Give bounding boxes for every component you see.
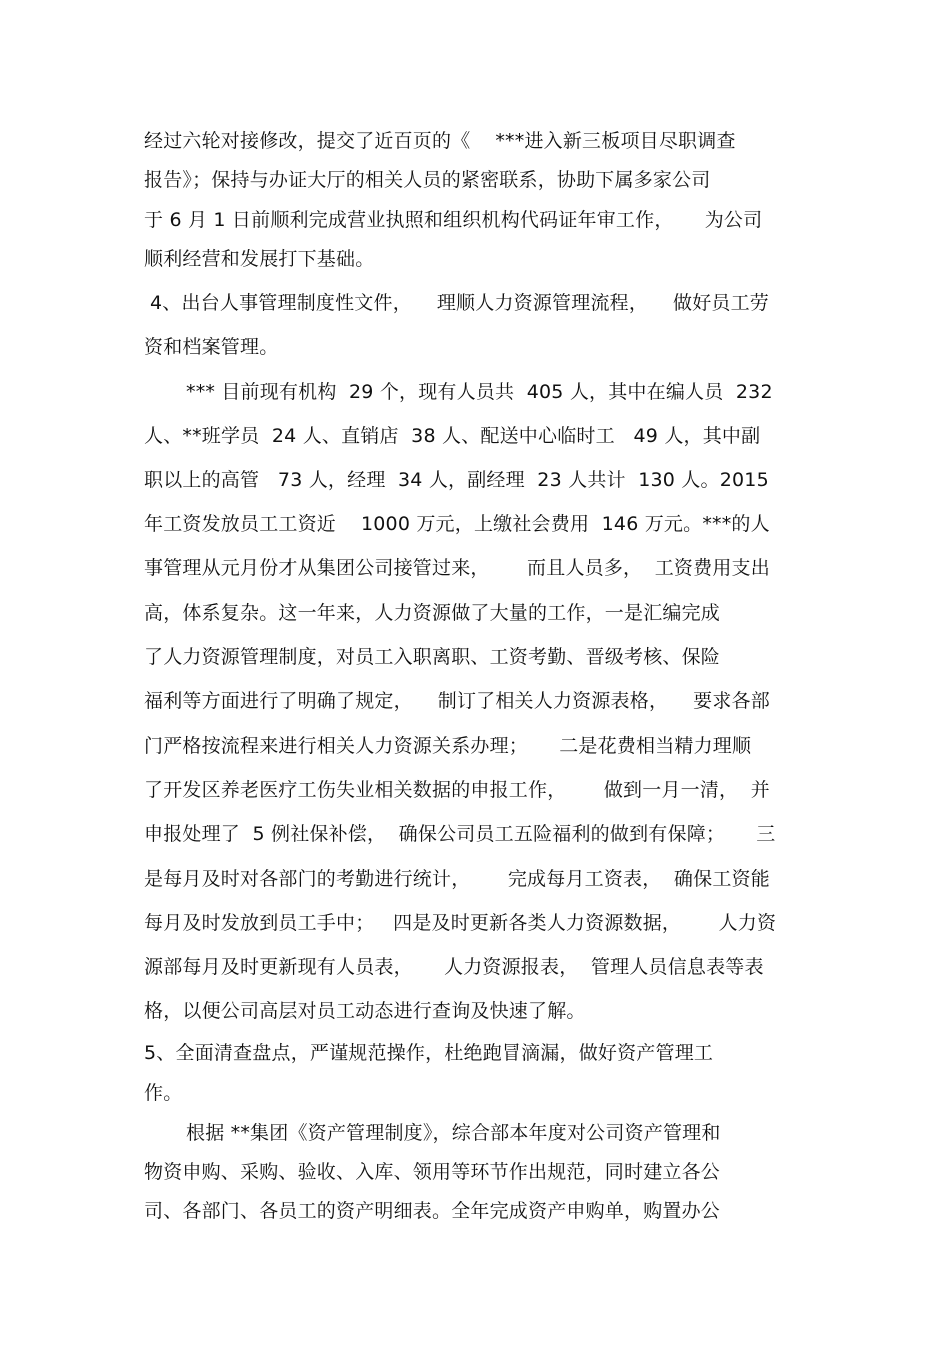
text-line: 顺利经营和发展打下基础。 (144, 248, 375, 270)
text-line: 资和档案管理。 (144, 336, 279, 358)
section-heading-4: 4、出台人事管理制度性文件， 理顺人力资源管理流程， 做好员工劳 (150, 292, 770, 314)
paragraph-first-line: 根据 **集团《资产管理制度》，综合部本年度对公司资产管理和 (186, 1122, 721, 1144)
paragraph-first-line: *** 目前现有机构 29 个，现有人员共 405 人，其中在编人员 232 (186, 381, 773, 403)
section-heading-5: 5、全面清查盘点，严谨规范操作，杜绝跑冒滴漏，做好资产管理工 (144, 1042, 714, 1064)
text-line: 门严格按流程来进行相关人力资源关系办理； 二是花费相当精力理顺 (144, 735, 752, 757)
text-line: 了人力资源管理制度，对员工入职离职、工资考勤、晋级考核、保险 (144, 646, 721, 668)
text-line: 是每月及时对各部门的考勤进行统计， 完成每月工资表， 确保工资能 (144, 868, 770, 890)
text-line: 物资申购、采购、验收、入库、领用等环节作出规范，同时建立各公 (144, 1161, 721, 1183)
text-line: 职以上的高管 73 人，经理 34 人，副经理 23 人共计 130 人。2015 (144, 469, 769, 491)
text-line: 源部每月及时更新现有人员表， 人力资源报表， 管理人员信息表等表 (144, 956, 764, 978)
text-line: 于 6 月 1 日前顺利完成营业执照和组织机构代码证年审工作， 为公司 (144, 209, 763, 231)
text-line: 年工资发放员工工资近 1000 万元，上缴社会费用 146 万元。***的人 (144, 513, 770, 535)
text-line: 报告》；保持与办证大厅的相关人员的紧密联系，协助下属多家公司 (144, 169, 711, 191)
text-line: 申报处理了 5 例社保补偿， 确保公司员工五险福利的做到有保障； 三 (144, 823, 776, 845)
text-line: 高，体系复杂。这一年来，人力资源做了大量的工作，一是汇编完成 (144, 602, 721, 624)
text-line: 经过六轮对接修改，提交了近百页的《 ***进入新三板项目尽职调查 (144, 130, 736, 152)
text-line: 福利等方面进行了明确了规定， 制订了相关人力资源表格， 要求各部 (144, 690, 770, 712)
text-line: 格，以便公司高层对员工动态进行查询及快速了解。 (144, 1000, 586, 1022)
text-line: 了开发区养老医疗工伤失业相关数据的申报工作， 做到一月一清， 并 (144, 779, 770, 801)
text-line: 事管理从元月份才从集团公司接管过来， 而且人员多， 工资费用支出 (144, 557, 770, 579)
text-line: 每月及时发放到员工手中； 四是及时更新各类人力资源数据， 人力资 (144, 912, 777, 934)
text-line: 司、各部门、各员工的资产明细表。全年完成资产申购单，购置办公 (144, 1200, 721, 1222)
text-line: 人、**班学员 24 人、直销店 38 人、配送中心临时工 49 人，其中副 (144, 425, 761, 447)
text-line: 作。 (144, 1082, 183, 1104)
